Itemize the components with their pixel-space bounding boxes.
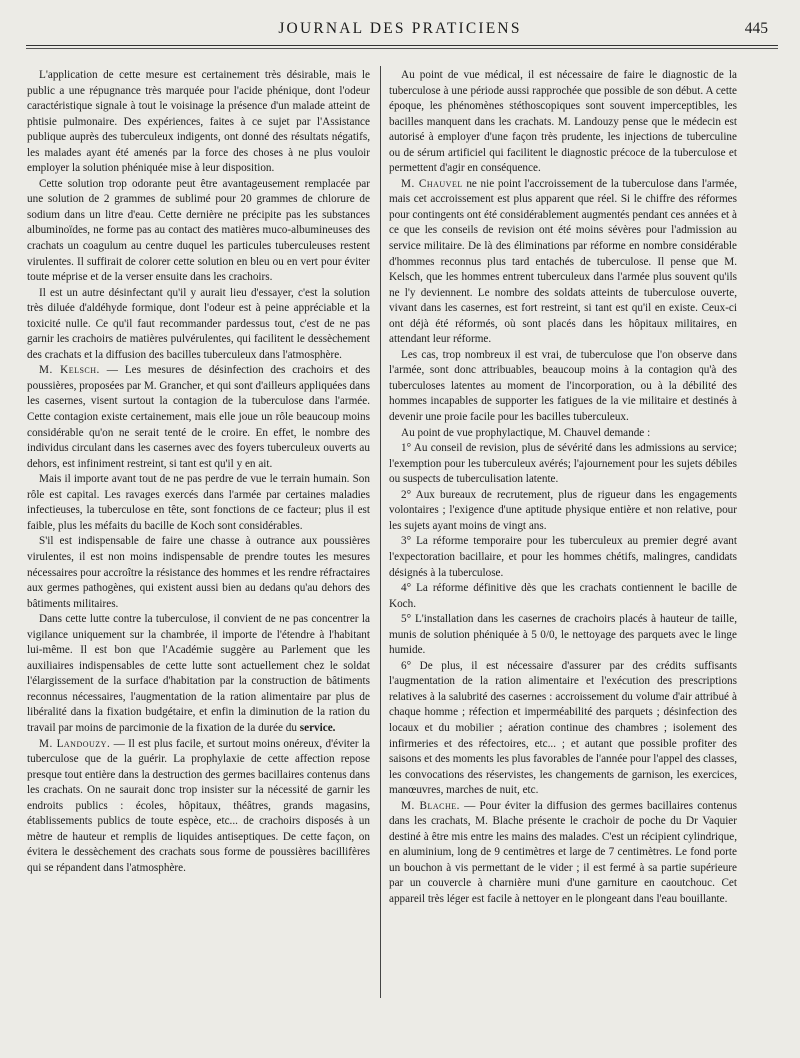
speaker-name: M. Blache. <box>401 799 460 812</box>
paragraph-text: — Il est plus facile, et surtout moins onéreux, d'éviter la tuberculose que de la guérir. La prophylaxie de cette affection repose presque tout entière dans la destruction des germes bacillaires contenus dans les crachats. On ne saurait donc trop insister sur la nécessité de garnir les endroits publics : écoles, hôpitaux, théâtres, grands magasins, établissements publics de toute espèce, etc... de crachoirs disposés à un mètre de hauteur et remplis de liquides antiseptiques. De cette façon, on évitera le dessèchement des crachats sous forme de poussières bacillifères qui se répandent dans l'atmosphère. <box>27 737 370 874</box>
running-header <box>22 20 778 46</box>
header-rule-thin <box>26 48 778 49</box>
header-rule <box>26 45 778 46</box>
paragraph <box>389 177 737 348</box>
paragraph: S'il est indispensable de faire une chasse à outrance aux poussières virulentes, il est non moins indispensable de prendre toutes les mesures nécessaires pour accroître la résistance des hommes et les rendre réfractaires aux germes pathogènes, qui existent aussi bien au dedans qu'au dehors des bâtiments militaires. <box>27 535 370 610</box>
list-item: 2° Aux bureaux de recrutement, plus de rigueur dans les engagements volontaires ; l'exigence d'une aptitude physique entière et non relative, pour les sujets ayant moins de vingt ans. <box>389 488 737 532</box>
paragraph-text: — Les mesures de désinfection des crachoirs et des poussières, proposées par M. Grancher, et qui sont d'ailleurs appliquées dans les casernes, visent surtout la contagion de la tuberculose dans l'armée. Cette contagion existe certainement, mais elle joue un rôle beaucoup moins considérable qu'on ne serait tenté de le croire. En effet, le nombre des individus circulant dans les casernes avec des foyers tuberculeux ouverts au dehors, est infiniment restreint, si tant est qu'il y en ait. <box>27 364 371 470</box>
column-divider <box>380 66 381 998</box>
speaker-name: M. Chauvel <box>401 177 463 190</box>
paragraph <box>27 612 370 736</box>
paragraph <box>27 737 370 877</box>
speaker-name: M. Kelsch. <box>39 364 100 377</box>
paragraph: Au point de vue médical, il est nécessaire de faire le diagnostic de la tuberculose à une période aussi rapprochée que possible de son début. A cette époque, les phénomènes stéthoscopiques sont souvent imperceptibles, les bacilles manquent dans les crachats. M. Landouzy pense que le médecin est autorisé à employer d'une façon très prudente, les injections de tuberculine ou de sérum artificiel qui facilitent le diagnostic précoce de la tuberculose et permettent d'agir en conséquence. <box>389 69 737 175</box>
paragraph: L'application de cette mesure est certainement très désirable, mais le public a une répugnance très marquée pour l'acide phénique, dont l'odeur caractéristique signale à tout le voisinage la présence d'un malade atteint de phtisie pulmonaire. Des expériences, faites à ce sujet par l'Assistance publique auprès des tuberculeux indigents, ont donné des résultats négatifs, les malades ayant été amenés par la force des choses à ne plus vouloir employer la solution phéniquée mise à leur disposition. <box>27 69 370 175</box>
list-item: 5° L'installation dans les casernes de crachoirs placés à hauteur de taille, munis de solution phéniquée à 5 0/0, le nettoyage des parquets avec le linge humide. <box>389 613 737 657</box>
paragraph: Au point de vue prophylactique, M. Chauvel demande : <box>401 426 651 439</box>
paragraph: Il est un autre désinfectant qu'il y aurait lieu d'essayer, c'est la solution très diluée d'aldéhyde formique, dont l'odeur est à peine appréciable et la toxicité nulle. Ce qu'il faut recommander pardessus tout, c'est de ne pas garnir les crachoirs de matières pulvérulentes, qui facilitent le dessèchement des crachats et la diffusion des bacilles tuberculeux dans l'atmosphère. <box>27 286 370 361</box>
paragraph-text: — Pour éviter la diffusion des germes bacillaires contenus dans les crachats, M. Blache présente le crachoir de poche du Dr Vaquier destiné à être mis entre les mains des malades. C'est un récipient cylindrique, en aluminium, long de 9 centimètres et large de 7 centimètres. Le fond porte un bouchon à vis permettant de le vider ; il est fermé à sa partie supérieure par un couvercle à charnière muni d'une garniture en caoutchouc. Cet appareil très léger est facile à nettoyer en le plongeant dans l'eau bouillante. <box>389 799 737 905</box>
paragraph: Mais il importe avant tout de ne pas perdre de vue le terrain humain. Son rôle est capital. Les ravages exercés dans l'armée par certaines maladies infectieuses, la tuberculose en tête, sont fonctions de ce facteur; plus il est faible, plus les méfaits du bacille de Koch sont considérables. <box>27 473 370 532</box>
paragraph: Les cas, trop nombreux il est vrai, de tuberculose que l'on observe dans l'armée, sont donc attribuables, beaucoup moins à la contagion qu'à des tuberculoses latentes au moment de l'incorporation, ou à la débilité des hommes incapables de supporter les fatigues de la vie militaire et destinés à devenir une proie facile pour les bacilles tuberculeux. <box>389 348 737 424</box>
paragraph <box>27 363 370 472</box>
right-column <box>389 68 737 908</box>
paragraph-text: Dans cette lutte contre la tuberculose, il convient de ne pas concentrer la vigilance uniquement sur la chambrée, il importe de l'étendre à l'habitant lui-même. Il est bon que l'Académie suggère au Parlement que les auxiliaires indispensables de cette lutte sont actuellement chez le soldat l'élargissement de la surface d'habitation par la construction de bâtiments reconnus nécessaires, l'augmentation de la ration alimentaire par plus de libéralité dans la fixation budgétaire, et enfin la diminution de la ration du travail par moins de parcimonie de la fixation de la durée du <box>27 613 370 734</box>
list-item: 3° La réforme temporaire pour les tuberculeux au premier degré avant l'expectoration bacillaire, et pour les hommes chétifs, malingres, candidats désignés à la tuberculose. <box>389 535 737 579</box>
speaker-name: M. Landouzy. <box>39 737 111 750</box>
list-item: 1° Au conseil de revision, plus de sévérité dans les admissions au service; l'exemption pour les tuberculeux avérés; l'ajournement pour les sujets débiles ou suspects de tuberculisation latente. <box>389 442 737 486</box>
journal-title: JOURNAL DES PRATICIENS <box>278 20 522 37</box>
paragraph <box>389 799 737 908</box>
page-number: 445 <box>744 20 768 37</box>
paragraph: Cette solution trop odorante peut être avantageusement remplacée par une solution de 2 grammes de sublimé pour 20 grammes de chlorure de sodium dans un litre d'eau. Cette dernière ne précipite pas les substances albuminoïdes, ne forme pas au contact des matières muco-albumineuses des crachats un coagulum au centre duquel les particules tuberculeuses restent virulentes. Il suffirait de colorer cette solution en bleu ou en vert pour éviter toute méprise et de la verser ensuite dans les crachoirs. <box>27 177 370 284</box>
bold-word: service. <box>299 721 336 734</box>
left-column <box>27 68 370 876</box>
list-item: 6° De plus, il est nécessaire d'assurer par des crédits suffisants l'augmentation de la ration alimentaire et l'exécution des prescriptions relatives à la salubrité des casernes : accroissement du volume d'air attribué à chaque homme ; réfection et imperméabilité des parquets ; désinfection des locaux et du mobilier ; aération continue des chambres ; isolement des infirmeries et des réfectoires, etc... ; et autant que possible profiter des saisons et des moments les plus favorables de l'année pour l'appel des classes, les convocations des réservistes, les changements de garnison, les exercices, manœuvres, marches de nuit, etc. <box>389 659 737 797</box>
paragraph-text: ne nie point l'accroissement de la tuberculose dans l'armée, mais cet accroissement est plus apparent que réel. Si le chiffre des réformes pour contingents ont été considérablement augmentés pendant ces années et à ce que les conseils de revision ont été moins sévères pour l'admission au service militaire. De là des éliminations par réforme en nombre considérable d'hommes reconnus plus tard entachés de tuberculose. Il pense que M. Kelsch, que les hommes entrent tuberculeux dans l'armée plus souvent qu'ils ne l'y deviennent. Le nombre des soldats atteints de tuberculose ouverte, vivant dans les casernes, est fort restreint, si tant est qu'il en existe. Ceux-ci ont déjà été réformés, où sont placés dans les hôpitaux militaires, en attendant leur réforme. <box>389 177 737 346</box>
list-item: 4° La réforme définitive dès que les crachats contiennent le bacille de Koch. <box>389 582 737 610</box>
